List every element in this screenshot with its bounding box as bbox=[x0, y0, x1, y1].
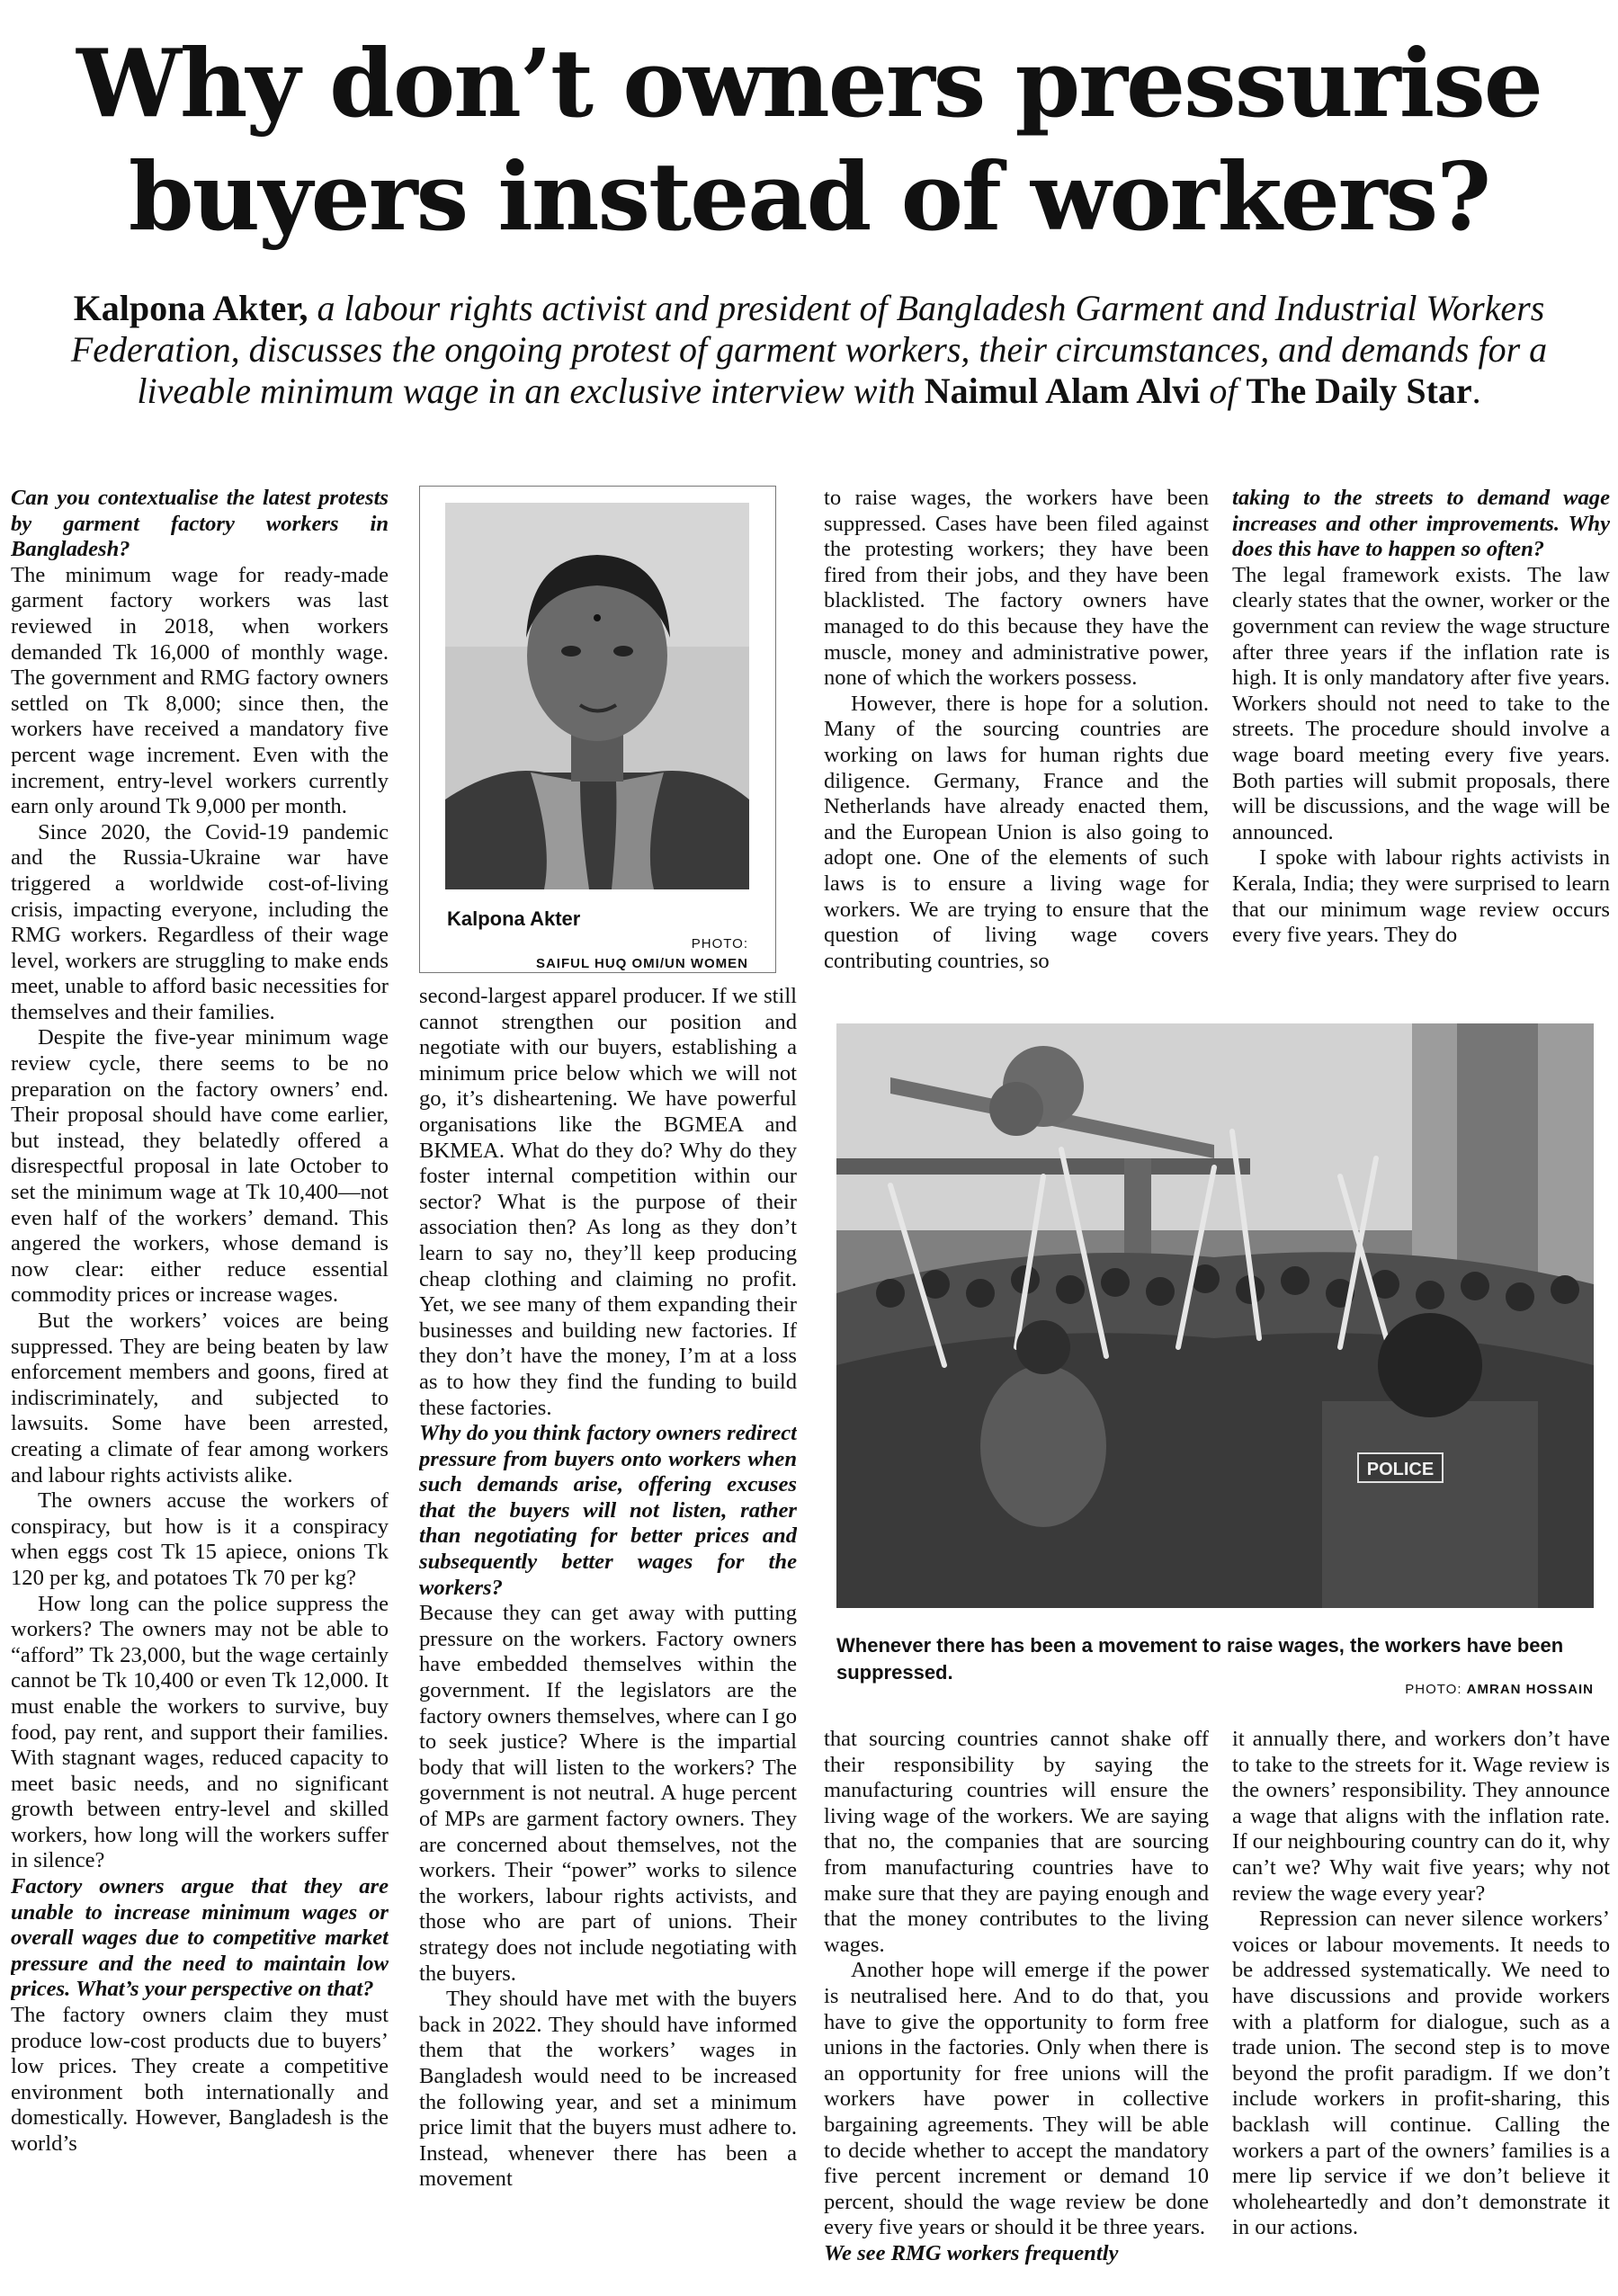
question-paragraph: We see RMG workers frequently bbox=[824, 2240, 1119, 2265]
answer-paragraph: Despite the five-year minimum wage review cycle, there seems to be no preparation on the factory owners’ end. Their proposal should have come earlier, but instead, they belatedly offered a disrespectful proposal in late October to set the minimum wage at Tk 10,400—not even half of the workers’ demand. This angered the workers, whose demand is now clear: either reduce essential commodity prices or increase wages. bbox=[11, 1025, 389, 1308]
police-label: POLICE bbox=[1366, 1460, 1435, 1479]
answer-paragraph: However, there is hope for a solution. Many of the sourcing countries are working on laws for human rights due diligence. Germany, France and the Netherlands have already enacted them, and the European Union is also going to adopt one. One of the elements of such laws is to ensure a living wage for workers. We are trying to ensure that the question of living wage covers contributing countries, so bbox=[824, 691, 1209, 973]
column-3-bottom bbox=[824, 1727, 1209, 2284]
protest-credit bbox=[1405, 1682, 1594, 1697]
column-3-top bbox=[824, 486, 1209, 994]
protest-credit-name: AMRAN HOSSAIN bbox=[1466, 1682, 1594, 1697]
portrait-caption: Kalpona Akter bbox=[447, 907, 581, 930]
answer-paragraph: it annually there, and workers don’t have to take to the streets for it. Wage review is the owners’ responsibility. They announce a wage that aligns with the inflation rate. If our neighbouring country can do it, why can’t we? Why wait five years; why not review the wage every year? bbox=[1232, 1727, 1610, 1906]
interviewee-name: Kalpona Akter, bbox=[73, 288, 308, 328]
headline bbox=[0, 27, 1618, 254]
protest-illustration bbox=[836, 1023, 1594, 1608]
portrait-photo-box bbox=[419, 486, 776, 973]
question-paragraph: Why do you think factory owners redirect pressure from buyers onto workers when such demands arise, offering excuses that the buyers will not listen, rather than negotiating for better prices and subsequently better wages for the workers? bbox=[419, 1421, 797, 1600]
portrait-illustration bbox=[445, 503, 749, 889]
outlet-name: The Daily Star bbox=[1246, 371, 1472, 411]
answer-paragraph: Because they can get away with putting pressure on the workers. Factory owners have embedded themselves within the government. If the legislators are the factory owners themselves, where can I go to seek justice? Where is the impartial body that will listen to the workers? The government is not neutral. A huge percent of MPs are garment factory owners. They are concerned about themselves, not the workers. Their “power” works to silence the workers, labour rights activists, and those who are part of unions. Their strategy does not include negotiating with the buyers. bbox=[419, 1601, 797, 1986]
column-4-bottom bbox=[1232, 1727, 1610, 2284]
portrait-credit: SAIFUL HUQ OMI/UN WOMEN bbox=[535, 956, 748, 971]
answer-paragraph: But the workers’ voices are being suppressed. They are being beaten by law enforcement members and goons, fired at indiscriminately, and subjected to lawsuits. Some have been arrested, creating a climate of fear among workers and labour rights activists alike. bbox=[11, 1309, 389, 1487]
answer-paragraph: They should have met with the buyers back in 2022. They should have informed them that the workers’ wages in Bangladesh would need to be increased the following year, and set a minimum price limit that the buyers must adhere to. Instead, whenever there has been a movement bbox=[419, 1987, 797, 2192]
answer-paragraph: How long can the police suppress the workers? The owners may not be able to “afford” Tk 23,000, but the wage certainly cannot be Tk 10,400 or even Tk 12,000. It must enable the workers to survive, buy food, pay rent, and support their families. With stagnant wages, reduced capacity to meet basic needs, and no significant growth between entry-level and skilled workers, how long will the workers suffer in silence? bbox=[11, 1591, 389, 1873]
answer-paragraph: second-largest apparel producer. If we still cannot strengthen our position and negotiate with our buyers, establishing a minimum price below which we will not go, it’s disheartening. We have powerful organisations like the BGMEA and BKMEA. What do they do? Why do they foster internal competition within our sector? What is the purpose of their association then? As long as they don’t learn to say no, they’ll keep producing cheap clothing and claiming no profit. Yet, we see many of them expanding their businesses and building new factories. If they don’t have the money, I’m at a loss as to how they find the funding to build these factories. bbox=[419, 984, 797, 1420]
portrait-photo bbox=[445, 503, 749, 889]
intro-of: of bbox=[1200, 371, 1247, 411]
answer-paragraph: The factory owners claim they must produce low-cost products due to buyers’ low prices. They create a competitive environment both internationally and domestically. However, Bangladesh is the world’s bbox=[11, 2003, 389, 2156]
column-4-top bbox=[1232, 486, 1610, 994]
answer-paragraph: The owners accuse the workers of conspiracy, but how is it a conspiracy when eggs cost Tk 15 apiece, onions Tk 120 per kg, and potatoes Tk 70 per kg? bbox=[11, 1488, 389, 1590]
answer-paragraph: that sourcing countries cannot shake off their responsibility by saying the manufacturing countries will ensure the living wage of the workers. We are saying that no, the companies that are sourcing from manufacturing countries have to make sure that they are paying enough and that the money contributes to the living wages. bbox=[824, 1727, 1209, 1957]
answer-paragraph: Another hope will emerge if the power is neutralised here. And to do that, you have to give the opportunity to form free unions in the factories. Only when there is an opportunity for free unions will the workers have power in collective bargaining agreements. They will be able to decide whether to accept the mandatory five percent increment or demand 10 percent, should the wage review be done every five years or should it be three years. bbox=[824, 1958, 1209, 2240]
question-paragraph: taking to the streets to demand wage increases and other improvements. Why does this have to happen so often? bbox=[1232, 486, 1610, 562]
answer-paragraph: to raise wages, the workers have been suppressed. Cases have been filed against the protesting workers; they have been fired from their jobs, and they have been blacklisted. The factory owners have managed to do this because they have the muscle, money and administrative power, none of which the workers possess. bbox=[824, 486, 1209, 691]
protest-caption: Whenever there has been a movement to raise wages, the workers have been suppressed. bbox=[836, 1634, 1564, 1684]
portrait-credit-label: PHOTO: bbox=[691, 936, 748, 951]
answer-paragraph: The legal framework exists. The law clearly states that the owner, worker or the government can review the wage structure after three years if the inflation rate is high. It is only mandatory after five years. Workers should not need to take to the streets. The procedure should involve a wage board meeting every five years. Both parties will submit proposals, there will be discussions, and the wage will be announced. bbox=[1232, 562, 1610, 844]
answer-paragraph: I spoke with labour rights activists in Kerala, India; they were surprised to learn that our minimum wage review occurs every five years. They do bbox=[1232, 845, 1610, 948]
protest-credit-label: PHOTO: bbox=[1405, 1682, 1467, 1697]
interviewer-name: Naimul Alam Alvi bbox=[924, 371, 1201, 411]
question-paragraph: Factory owners argue that they are unable to increase minimum wages or overall wages due to competitive market pressure and the need to maintain low prices. What’s your perspective on that? bbox=[11, 1874, 389, 2002]
intro-text: a labour rights activist and president of Bangladesh Garment and Industrial Workers Federation, discusses the ongoing protest of garment workers, their circumstances, and demands for a liveable minimum wage in an exclusive interview with bbox=[70, 288, 1548, 411]
intro-standfirst bbox=[18, 288, 1600, 412]
question-paragraph: Can you contextualise the latest protests by garment factory workers in Bangladesh? bbox=[11, 486, 389, 562]
headline-line-2: buyers instead of workers? bbox=[128, 141, 1490, 252]
answer-paragraph: The minimum wage for ready-made garment factory workers was last reviewed in 2018, when workers demanded Tk 16,000 of monthly wage. The government and RMG factory owners settled on Tk 8,000; since then, the workers have received a mandatory five percent wage increment. Even with the increment, entry-level workers currently earn only around Tk 9,000 per month. bbox=[11, 562, 389, 819]
intro-end: . bbox=[1471, 371, 1481, 411]
column-2 bbox=[419, 984, 797, 2284]
protest-photo bbox=[836, 1023, 1594, 1608]
column-1 bbox=[11, 486, 389, 2284]
headline-line-1: Why don’t owners pressurise bbox=[76, 28, 1542, 138]
answer-paragraph: Since 2020, the Covid-19 pandemic and the Russia-Ukraine war have triggered a worldwide cost-of-living crisis, impacting everyone, including the RMG workers. Regardless of their wage level, workers are struggling to make ends meet, unable to afford basic necessities for themselves and their families. bbox=[11, 819, 389, 1024]
answer-paragraph: Repression can never silence workers’ voices or labour movements. It needs to be addressed systematically. We need to have discussions and provide workers with a platform for dialogue, such as a trade union. The second step is to move beyond the profit paradigm. If we don’t include workers in profit-sharing, this backlash will continue. Calling the workers a part of the owners’ families is a mere lip service if we don’t believe it wholeheartedly and don’t demonstrate it in our actions. bbox=[1232, 1907, 1610, 2240]
